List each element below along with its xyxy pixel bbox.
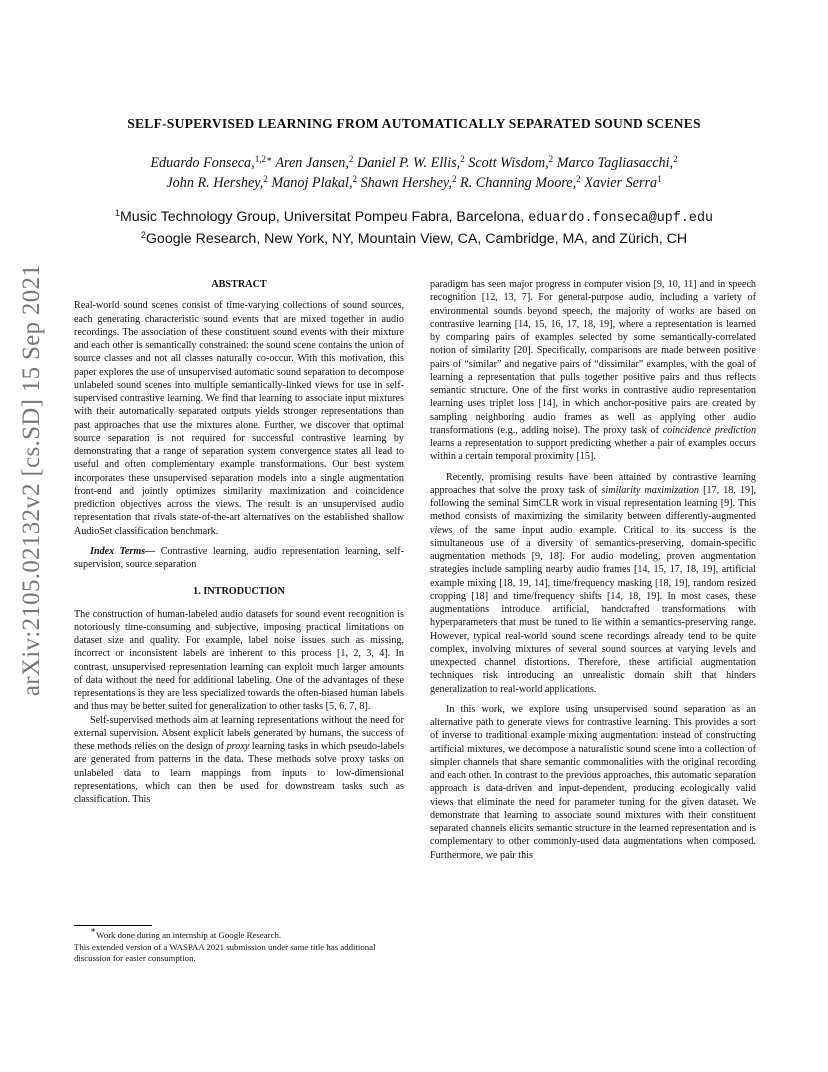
intro-paragraph-1: The construction of human-labeled audio datasets for sound event recognition is notoriously time-consuming and subjective, imposing practical limitations on dataset size and quality. For example, label noise issues such as missing, incorrect or inconsistent labels are inherent to this process [1, 2, 3, 4]. In contrast, unsupervised representation learning can exploit much larger amounts of data without the need for additional labeling. One of the advantages of these representations is they are less specialized towards the often-biased human labels and thus may be better suited for generalization to other tasks [5, 6, 7, 8]. (74, 608, 404, 713)
affiliation-number: 2 (140, 230, 146, 240)
section-heading-introduction: 1. INTRODUCTION (193, 586, 285, 598)
author-affiliation-mark: 2 (460, 154, 465, 164)
contact-email[interactable]: eduardo.fonseca@upf.edu (528, 211, 714, 226)
affiliation-1 (60, 207, 768, 229)
paper-title: SELF-SUPERVISED LEARNING FROM AUTOMATICALLY SEPARATED SOUND SCENES (127, 116, 701, 131)
paragraph-text: learning tasks in which pseudo-labels are generated from patterns in the data. These methods solve proxy tasks on unlabeled data to learn mappings from inputs to low-dimensional representations, which can then be used for downstream tasks such as classification. This (74, 741, 405, 805)
arxiv-identifier (12, 263, 52, 697)
affiliation-text: Music Technology Group, Universitat Pompeu Fabra, Barcelona, (119, 209, 529, 225)
intro-paragraph-4 (430, 471, 756, 696)
abstract-text: Real-world sound scenes consist of time-varying collections of sound sources, each generating characteristic sound events that are mixed together in audio recordings. The association of these constituent sound events with their mixture and each other is semantically constrained: the sound scene contains the union of source classes and not all classes naturally co-occur. With this motivation, this paper explores the use of unsupervised automatic sound separation to decompose unlabeled sound scenes into multiple semantically-linked views for use in self-supervised contrastive learning. We find that learning to associate input mixtures with their automatically separated outputs yields stronger representations than past approaches that use the mixtures alone. Further, we discover that optimal source separation is not required for successful contrastive learning by demonstrating that a range of separation system convergence states all lead to useful and often complementary example transformations. Our best system incorporates these unsupervised separation models into a single augmentation front-end and jointly optimizes similarity maximization and coincidence prediction objectives across the views. The result is an unsupervised audio representation that rivals state-of-the-art alternatives on the established shallow AudioSet classification benchmark. (74, 300, 404, 537)
intro-paragraph-3 (430, 278, 756, 464)
affiliation-number: 1 (114, 208, 120, 218)
author-affiliation-mark: 2 (576, 174, 581, 184)
affiliation-2 (60, 229, 768, 249)
footnote-text: Work done during an internship at Google Research. (96, 930, 282, 940)
emphasis-text: similarity maximization (601, 484, 699, 496)
paragraph-text: learns a representation to support predicting whether a pair of examples occurs within a certain temporal proximity [15]. (430, 438, 756, 463)
author-name: Daniel P. W. Ellis, (353, 155, 461, 171)
footnote-2: This extended version of a WASPAA 2021 submission under same title has additional discussion for easier consumption. (74, 941, 376, 964)
affiliation-text: Google Research, New York, NY, Mountain View, CA, Cambridge, MA, and Zürich, CH (145, 231, 688, 247)
author-affiliation-mark: 2 (263, 174, 268, 184)
author-name: Scott Wisdom, (464, 155, 549, 171)
author-name: Eduardo Fonseca, (150, 155, 255, 171)
paragraph-text: paradigm has seen major progress in computer vision [9, 10, 11] and in speech recognition [12, 13, 7]. For general-purpose audio, including a variety of environmental sounds beyond speech, the majority of works are based on contrastive learning [14, 15, 16, 17, 18, 19], where a representation is learned by comparing pairs of examples selected by some semantically-correlated notion of similarity [20]. Specifically, comparisons are made between positive pairs of “similar” and negative pairs of “dissimilar” examples, with the goal of learning a representation that pulls together positive pairs and thus reflects semantic structure. One of the first works in contrastive audio representation learning uses triplet loss [14], in which anchor-positive pairs are created by sampling neighboring audio frames as well as applying other audio transformations (e.g., adding noise). The proxy task of (430, 279, 756, 436)
index-terms (74, 545, 404, 572)
left-column (74, 278, 404, 806)
author-affiliation-mark: 2 (673, 154, 678, 164)
emphasis-text: proxy (226, 741, 250, 752)
author-affiliation-mark: 2 (352, 174, 358, 184)
emphasis-text: views (430, 524, 453, 536)
emphasis-text: coincidence prediction (662, 424, 757, 436)
author-affiliation-mark: 1,2∗ (254, 154, 273, 164)
paragraph-text: [17, 18, 19], following the seminal SimCLR work in visual representation learning [9]. This method consists of maximizing the similarity between differently-augmented (430, 484, 757, 523)
index-terms-label: Index Terms— (90, 545, 156, 557)
footnote-mark: ∗ (90, 925, 97, 935)
author-name: R. Channing Moore, (456, 175, 577, 191)
intro-paragraph-2 (74, 714, 404, 807)
author-list (60, 153, 768, 193)
right-column (430, 278, 756, 862)
intro-paragraph-5: In this work, we explore using unsupervised sound separation as an alternative path to generate views for contrastive learning. This provides a sort of inverse to traditional example mixing augmentation: instead of constructing artificial mixtures, we decompose a naturalistic sound scene into a collection of simpler channels that share semantic commonalities with the original recording and each other. In contrast to the previous approaches, this automatic separation approach is data-driven and input-dependent, producing ecologically valid views that eliminate the need for parameter tuning for the given dataset. We demonstrate that learning to associate sound mixtures with their constituent separated channels elicits semantic structure in the learned representation and is complementary to other commonly-used data augmentations when composed. Furthermore, we pair this (430, 703, 756, 861)
author-name: Manoj Plakal, (267, 175, 353, 191)
paragraph-text: Recently, promising results have been attained by contrastive learning approaches that solve the proxy task of (430, 471, 756, 496)
footnote-1 (74, 925, 404, 942)
author-line-2 (60, 173, 768, 193)
index-terms-text: Contrastive learning, audio representation learning, self-supervision, source separation (74, 545, 404, 570)
arxiv-identifier-text: arXiv:2105.02132v2 [cs.SD] 15 Sep 2021 (18, 263, 45, 697)
author-affiliation-mark: 2 (548, 154, 554, 164)
author-name: Marco Tagliasacchi, (553, 155, 674, 171)
author-affiliation-mark: 1 (657, 174, 662, 184)
author-name: Aren Jansen, (272, 155, 349, 171)
affiliations (60, 207, 768, 249)
author-line-1 (60, 153, 768, 173)
author-name: John R. Hershey, (166, 175, 264, 191)
author-name: Shawn Hershey, (357, 175, 452, 191)
footnotes (74, 925, 404, 965)
author-affiliation-mark: 2 (451, 174, 457, 184)
paragraph-text: Self-supervised methods aim at learning representations without the need for external supervision. Absent explicit labels generated by humans, the success of these methods relies on the design of (74, 714, 404, 752)
footnote-divider (74, 925, 152, 926)
author-affiliation-mark: 2 (348, 154, 354, 164)
abstract-heading: ABSTRACT (211, 279, 267, 290)
author-name: Xavier Serra (580, 175, 658, 191)
paragraph-text: of the same input audio example. Critical to its success is the simultaneous use of a diversity of semantics-preserving, domain-specific augmentation methods [9, 18]. For audio modeling, proven augmentation strategies include sampling nearby audio frames [14, 15, 17, 18, 19], artificial example mixing [18, 19, 14], time/frequency masking [18, 19], random resized cropping [18] and time/frequency shifts [14, 18, 19]. In most cases, these augmentations introduce artificial, handcrafted transformations with hyperparameters that must be tuned to lie within a semantics-preserving range. However, typical real-world sound scene recordings already tend to be quite complex, involving mixtures of several sound sources at varying levels and unexpected channel distortions. Therefore, these artificial augmentation techniques risk introducing an unrealistic domain shift that hinders generalization to real-world applications. (430, 524, 756, 695)
